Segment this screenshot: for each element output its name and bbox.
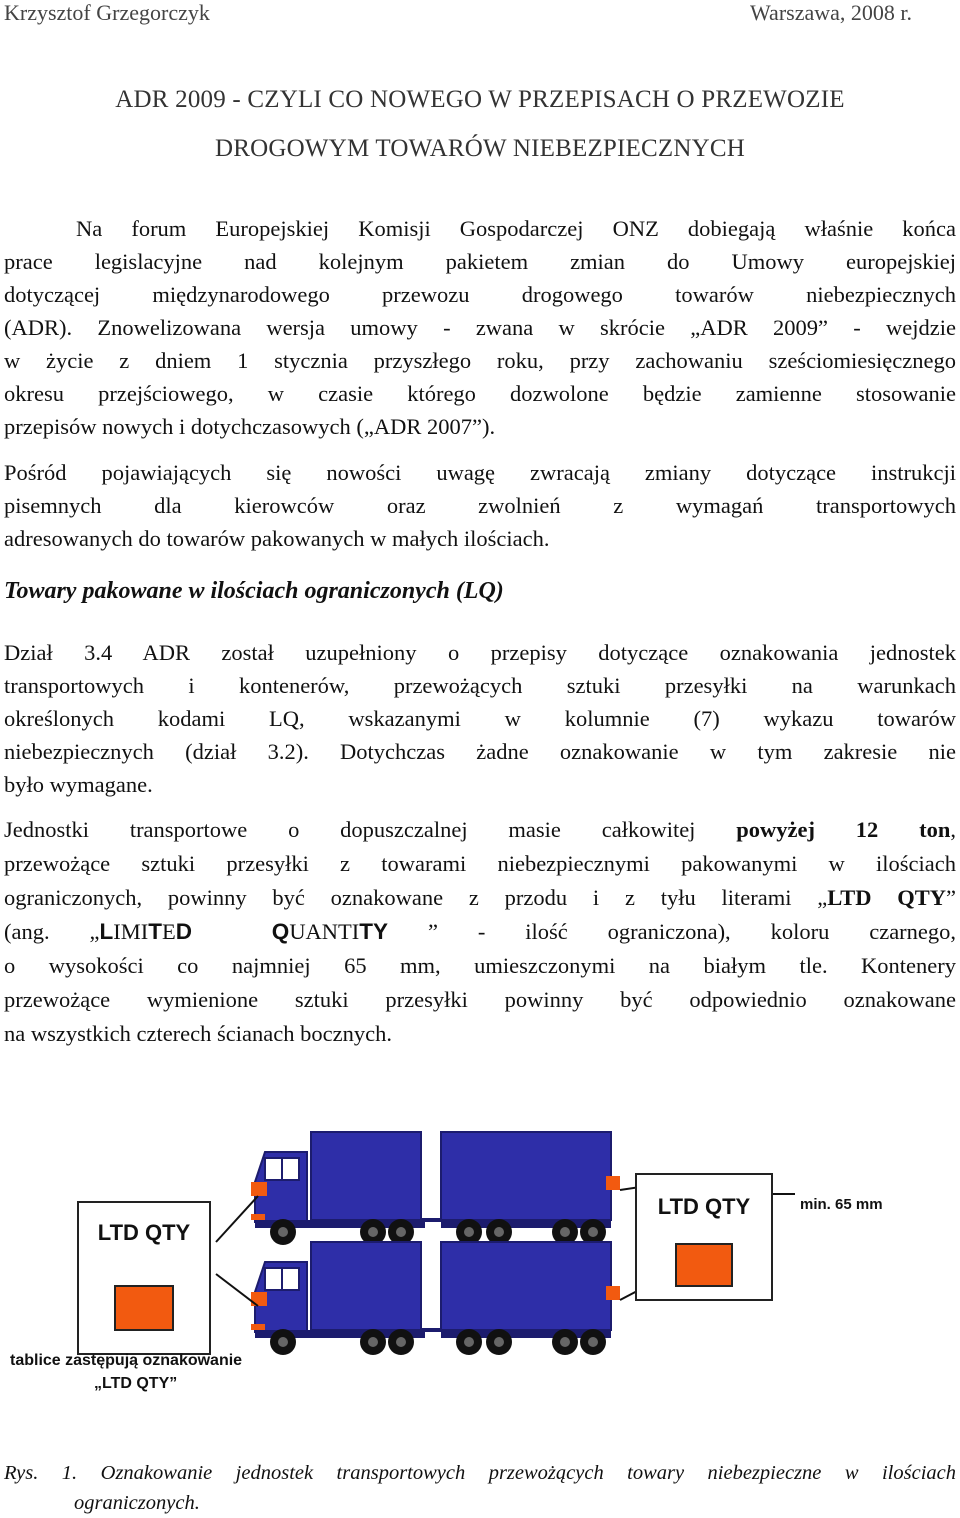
orange-plate-bottom-front <box>251 1292 267 1306</box>
text-line: w życie z dniem 1 stycznia przyszłego roku, przy zachowaniu sześciomiesięcznego <box>4 348 956 373</box>
paragraph-intro <box>4 212 956 443</box>
text-line: pisemnych dla kierowców oraz zwolnień z wymagań transportowych <box>4 493 956 518</box>
text-fragment: (ang. „ <box>4 919 100 944</box>
caption-line: ograniczonych. <box>74 1492 200 1514</box>
text-line: Pośród pojawiających się nowości uwagę zwracają zmiany dotyczące instrukcji <box>4 460 956 485</box>
sign-right-label: LTD QTY <box>657 1194 751 1219</box>
text-fragment: Jednostki transportowe o dopuszczalnej masie całkowitej <box>4 817 737 842</box>
title-line-1: ADR 2009 - CZYLI CO NOWEGO W PRZEPISACH O PRZEWOZIE <box>115 86 845 113</box>
text-line: Na forum Europejskiej Komisji Gospodarczej ONZ dobiegają właśnie końca <box>76 216 956 241</box>
text-line: niebezpiecznych (dział 3.2). Dotychczas żadne oznakowanie w tym zakresie nie <box>4 739 956 764</box>
text-line: na wszystkich czterech ścianach bocznych. <box>4 1021 392 1046</box>
figure-caption <box>4 1458 956 1518</box>
letter-emphasis: TY <box>359 919 389 944</box>
emphasis-weight: powyżej 12 ton <box>736 817 951 842</box>
text-line <box>4 813 956 847</box>
text-line: było wymagane. <box>4 772 153 797</box>
orange-plate-left <box>115 1286 173 1330</box>
paragraph-news <box>4 456 956 555</box>
text-line <box>4 915 956 949</box>
text-line: (ADR). Znowelizowana wersja umowy - zwana w skrócie „ADR 2009” - wejdzie <box>4 315 956 340</box>
text-fragment: E <box>162 919 176 944</box>
text-fragment: ” - ilość ograniczona), koloru czarnego, <box>427 919 957 944</box>
figure-trucks-illustration <box>0 1090 960 1450</box>
arrow-bottom-left <box>216 1274 258 1306</box>
orange-plate-bottom-rear <box>606 1286 620 1300</box>
text-line <box>4 881 956 915</box>
truck-bottom <box>251 1242 611 1355</box>
orange-plate-right <box>676 1244 732 1286</box>
text-line: prace legislacyjne nad kolejnym pakietem zmian do Umowy europejskiej <box>4 249 956 274</box>
letter-emphasis: L <box>99 919 114 944</box>
emphasis-ltd-qty: LTD QTY <box>827 885 946 910</box>
place-date: Warszawa, 2008 r. <box>750 0 912 25</box>
text-fragment: ” <box>946 885 956 910</box>
caption-line: Rys. 1. Oznakowanie jednostek transportowych przewożących towary niebezpieczne w ilościach <box>4 1462 956 1484</box>
text-line: adresowanych do towarów pakowanych w małych ilościach. <box>4 526 550 551</box>
letter-emphasis: D <box>175 919 192 944</box>
note-line-1: tablice zastępują oznakowanie <box>10 1352 243 1369</box>
text-line: przewożące wymienione sztuki przesyłki powinny być odpowiednio oznakowane <box>4 987 956 1012</box>
paragraph-marking <box>4 813 956 1051</box>
dimension-label: min. 65 mm <box>800 1196 883 1213</box>
title-line-2: DROGOWYM TOWARÓW NIEBEZPIECZNYCH <box>215 135 745 162</box>
sign-left-label: LTD QTY <box>97 1220 191 1245</box>
text-line: przewożące sztuki przesyłki z towarami niebezpiecznymi pakowanymi w ilościach <box>4 851 956 876</box>
orange-plate-top-front <box>251 1182 267 1196</box>
letter-emphasis: Q <box>271 919 290 944</box>
text-line: dotyczącej międzynarodowego przewozu drogowego towarów niebezpiecznych <box>4 282 956 307</box>
text-line: Dział 3.4 ADR został uzupełniony o przepisy dotyczące oznakowania jednostek <box>4 640 956 665</box>
text-line: o wysokości co najmniej 65 mm, umieszczonymi na białym tle. Kontenery <box>4 953 956 978</box>
text-line: przepisów nowych i dotychczasowych („ADR 2007”). <box>4 414 496 439</box>
text-fragment: , <box>950 817 957 842</box>
truck-top <box>251 1132 611 1245</box>
text-fragment: IMI <box>113 919 149 944</box>
note-line-2: „LTD QTY” <box>94 1375 178 1392</box>
orange-plate-top-rear <box>606 1176 620 1190</box>
text-line: określonych kodami LQ, wskazanymi w kolumnie (7) wykazu towarów <box>4 706 956 731</box>
author: Krzysztof Grzegorczyk <box>4 0 210 25</box>
text-line: okresu przejściowego, w czasie którego dozwolone będzie zamienne stosowanie <box>4 381 956 406</box>
text-line: transportowych i kontenerów, przewożących sztuki przesyłki na warunkach <box>4 673 956 698</box>
section-heading: Towary pakowane w ilościach ograniczonych (LQ) <box>4 578 504 604</box>
text-fragment: ograniczonych, powinny być oznakowane z przodu i z tyłu literami „ <box>4 885 828 910</box>
paragraph-section-3-4 <box>4 636 956 801</box>
letter-emphasis: T <box>148 919 162 944</box>
text-fragment: UANTI <box>289 919 360 944</box>
